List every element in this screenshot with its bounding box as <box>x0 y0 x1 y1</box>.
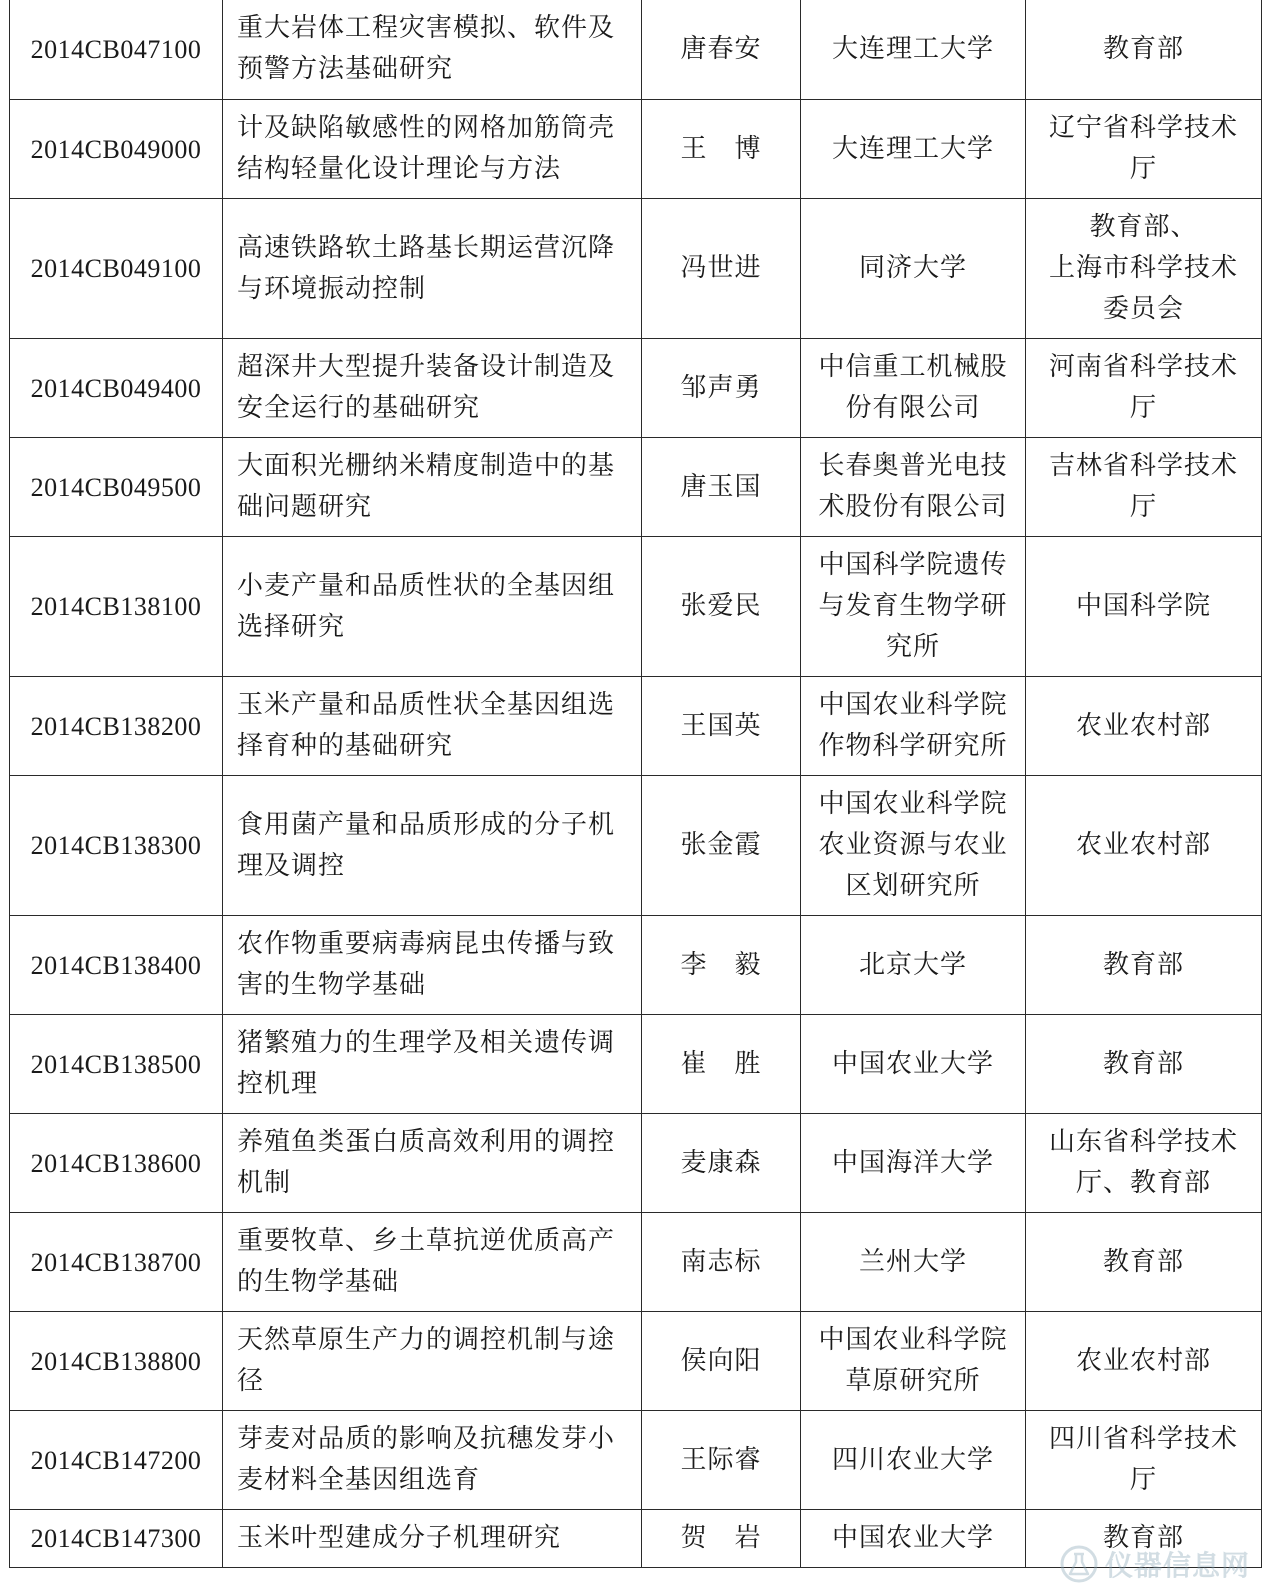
chief-scientist-cell: 王国英 <box>642 677 801 776</box>
table-row <box>10 776 1262 916</box>
project-title-cell: 重大岩体工程灾害模拟、软件及 预警方法基础研究 <box>223 0 642 100</box>
host-institution-cell: 中信重工机械股 份有限公司 <box>801 339 1026 438</box>
project-title-cell: 高速铁路软土路基长期运营沉降 与环境振动控制 <box>223 199 642 339</box>
host-institution-cell: 中国农业大学 <box>801 1015 1026 1114</box>
chief-scientist-cell: 李 毅 <box>642 916 801 1015</box>
table-row <box>10 1411 1262 1510</box>
chief-scientist-cell: 冯世进 <box>642 199 801 339</box>
chief-scientist-cell: 侯向阳 <box>642 1312 801 1411</box>
chief-scientist-cell: 王际睿 <box>642 1411 801 1510</box>
project-code-cell: 2014CB138300 <box>10 776 223 916</box>
project-code-cell: 2014CB138200 <box>10 677 223 776</box>
supervising-department-cell: 农业农村部 <box>1026 1312 1262 1411</box>
project-title-cell: 小麦产量和品质性状的全基因组 选择研究 <box>223 537 642 677</box>
supervising-department-cell: 四川省科学技术 厅 <box>1026 1411 1262 1510</box>
project-table <box>9 0 1262 1568</box>
watermark-text: 仪器信息网 <box>1104 1549 1250 1582</box>
supervising-department-cell: 辽宁省科学技术 厅 <box>1026 100 1262 199</box>
project-code-cell: 2014CB047100 <box>10 0 223 100</box>
table-row <box>10 677 1262 776</box>
chief-scientist-cell: 邹声勇 <box>642 339 801 438</box>
table-row <box>10 1015 1262 1114</box>
chief-scientist-cell: 崔 胜 <box>642 1015 801 1114</box>
host-institution-cell: 四川农业大学 <box>801 1411 1026 1510</box>
supervising-department-cell: 教育部 <box>1026 1510 1262 1568</box>
chief-scientist-cell: 唐春安 <box>642 0 801 100</box>
host-institution-cell: 中国科学院遗传 与发育生物学研 究所 <box>801 537 1026 677</box>
project-code-cell: 2014CB138500 <box>10 1015 223 1114</box>
table-row <box>10 100 1262 199</box>
supervising-department-cell: 吉林省科学技术 厅 <box>1026 438 1262 537</box>
chief-scientist-cell: 贺 岩 <box>642 1510 801 1568</box>
chief-scientist-cell: 王 博 <box>642 100 801 199</box>
project-code-cell: 2014CB138100 <box>10 537 223 677</box>
table-row <box>10 1213 1262 1312</box>
project-title-cell: 养殖鱼类蛋白质高效利用的调控 机制 <box>223 1114 642 1213</box>
chief-scientist-cell: 张金霞 <box>642 776 801 916</box>
supervising-department-cell: 教育部 <box>1026 1213 1262 1312</box>
project-title-cell: 食用菌产量和品质形成的分子机 理及调控 <box>223 776 642 916</box>
project-code-cell: 2014CB138800 <box>10 1312 223 1411</box>
table-row <box>10 0 1262 100</box>
supervising-department-cell: 山东省科学技术 厅、教育部 <box>1026 1114 1262 1213</box>
table-row <box>10 916 1262 1015</box>
host-institution-cell: 大连理工大学 <box>801 0 1026 100</box>
project-code-cell: 2014CB138400 <box>10 916 223 1015</box>
project-code-cell: 2014CB049500 <box>10 438 223 537</box>
table-row <box>10 1114 1262 1213</box>
project-title-cell: 计及缺陷敏感性的网格加筋筒壳 结构轻量化设计理论与方法 <box>223 100 642 199</box>
project-code-cell: 2014CB138700 <box>10 1213 223 1312</box>
host-institution-cell: 兰州大学 <box>801 1213 1026 1312</box>
table-row <box>10 537 1262 677</box>
project-title-cell: 芽麦对品质的影响及抗穗发芽小 麦材料全基因组选育 <box>223 1411 642 1510</box>
supervising-department-cell: 教育部 <box>1026 1015 1262 1114</box>
project-title-cell: 猪繁殖力的生理学及相关遗传调 控机理 <box>223 1015 642 1114</box>
project-title-cell: 大面积光栅纳米精度制造中的基 础问题研究 <box>223 438 642 537</box>
host-institution-cell: 中国农业大学 <box>801 1510 1026 1568</box>
supervising-department-cell: 农业农村部 <box>1026 677 1262 776</box>
project-code-cell: 2014CB147300 <box>10 1510 223 1568</box>
project-code-cell: 2014CB138600 <box>10 1114 223 1213</box>
project-code-cell: 2014CB147200 <box>10 1411 223 1510</box>
host-institution-cell: 北京大学 <box>801 916 1026 1015</box>
chief-scientist-cell: 南志标 <box>642 1213 801 1312</box>
host-institution-cell: 中国海洋大学 <box>801 1114 1026 1213</box>
supervising-department-cell: 中国科学院 <box>1026 537 1262 677</box>
supervising-department-cell: 教育部 <box>1026 916 1262 1015</box>
supervising-department-cell: 农业农村部 <box>1026 776 1262 916</box>
supervising-department-cell: 教育部、 上海市科学技术 委员会 <box>1026 199 1262 339</box>
project-title-cell: 重要牧草、乡土草抗逆优质高产 的生物学基础 <box>223 1213 642 1312</box>
host-institution-cell: 同济大学 <box>801 199 1026 339</box>
project-code-cell: 2014CB049400 <box>10 339 223 438</box>
project-title-cell: 农作物重要病毒病昆虫传播与致 害的生物学基础 <box>223 916 642 1015</box>
project-title-cell: 玉米产量和品质性状全基因组选 择育种的基础研究 <box>223 677 642 776</box>
project-title-cell: 超深井大型提升装备设计制造及 安全运行的基础研究 <box>223 339 642 438</box>
table-row <box>10 1510 1262 1568</box>
chief-scientist-cell: 张爱民 <box>642 537 801 677</box>
project-title-cell: 天然草原生产力的调控机制与途 径 <box>223 1312 642 1411</box>
table-row <box>10 339 1262 438</box>
table-row <box>10 1312 1262 1411</box>
project-code-cell: 2014CB049100 <box>10 199 223 339</box>
project-code-cell: 2014CB049000 <box>10 100 223 199</box>
host-institution-cell: 中国农业科学院 草原研究所 <box>801 1312 1026 1411</box>
host-institution-cell: 中国农业科学院 作物科学研究所 <box>801 677 1026 776</box>
host-institution-cell: 长春奥普光电技 术股份有限公司 <box>801 438 1026 537</box>
table-row <box>10 199 1262 339</box>
project-title-cell: 玉米叶型建成分子机理研究 <box>223 1510 642 1568</box>
supervising-department-cell: 教育部 <box>1026 0 1262 100</box>
host-institution-cell: 大连理工大学 <box>801 100 1026 199</box>
table-row <box>10 438 1262 537</box>
chief-scientist-cell: 麦康森 <box>642 1114 801 1213</box>
chief-scientist-cell: 唐玉国 <box>642 438 801 537</box>
supervising-department-cell: 河南省科学技术 厅 <box>1026 339 1262 438</box>
host-institution-cell: 中国农业科学院 农业资源与农业 区划研究所 <box>801 776 1026 916</box>
